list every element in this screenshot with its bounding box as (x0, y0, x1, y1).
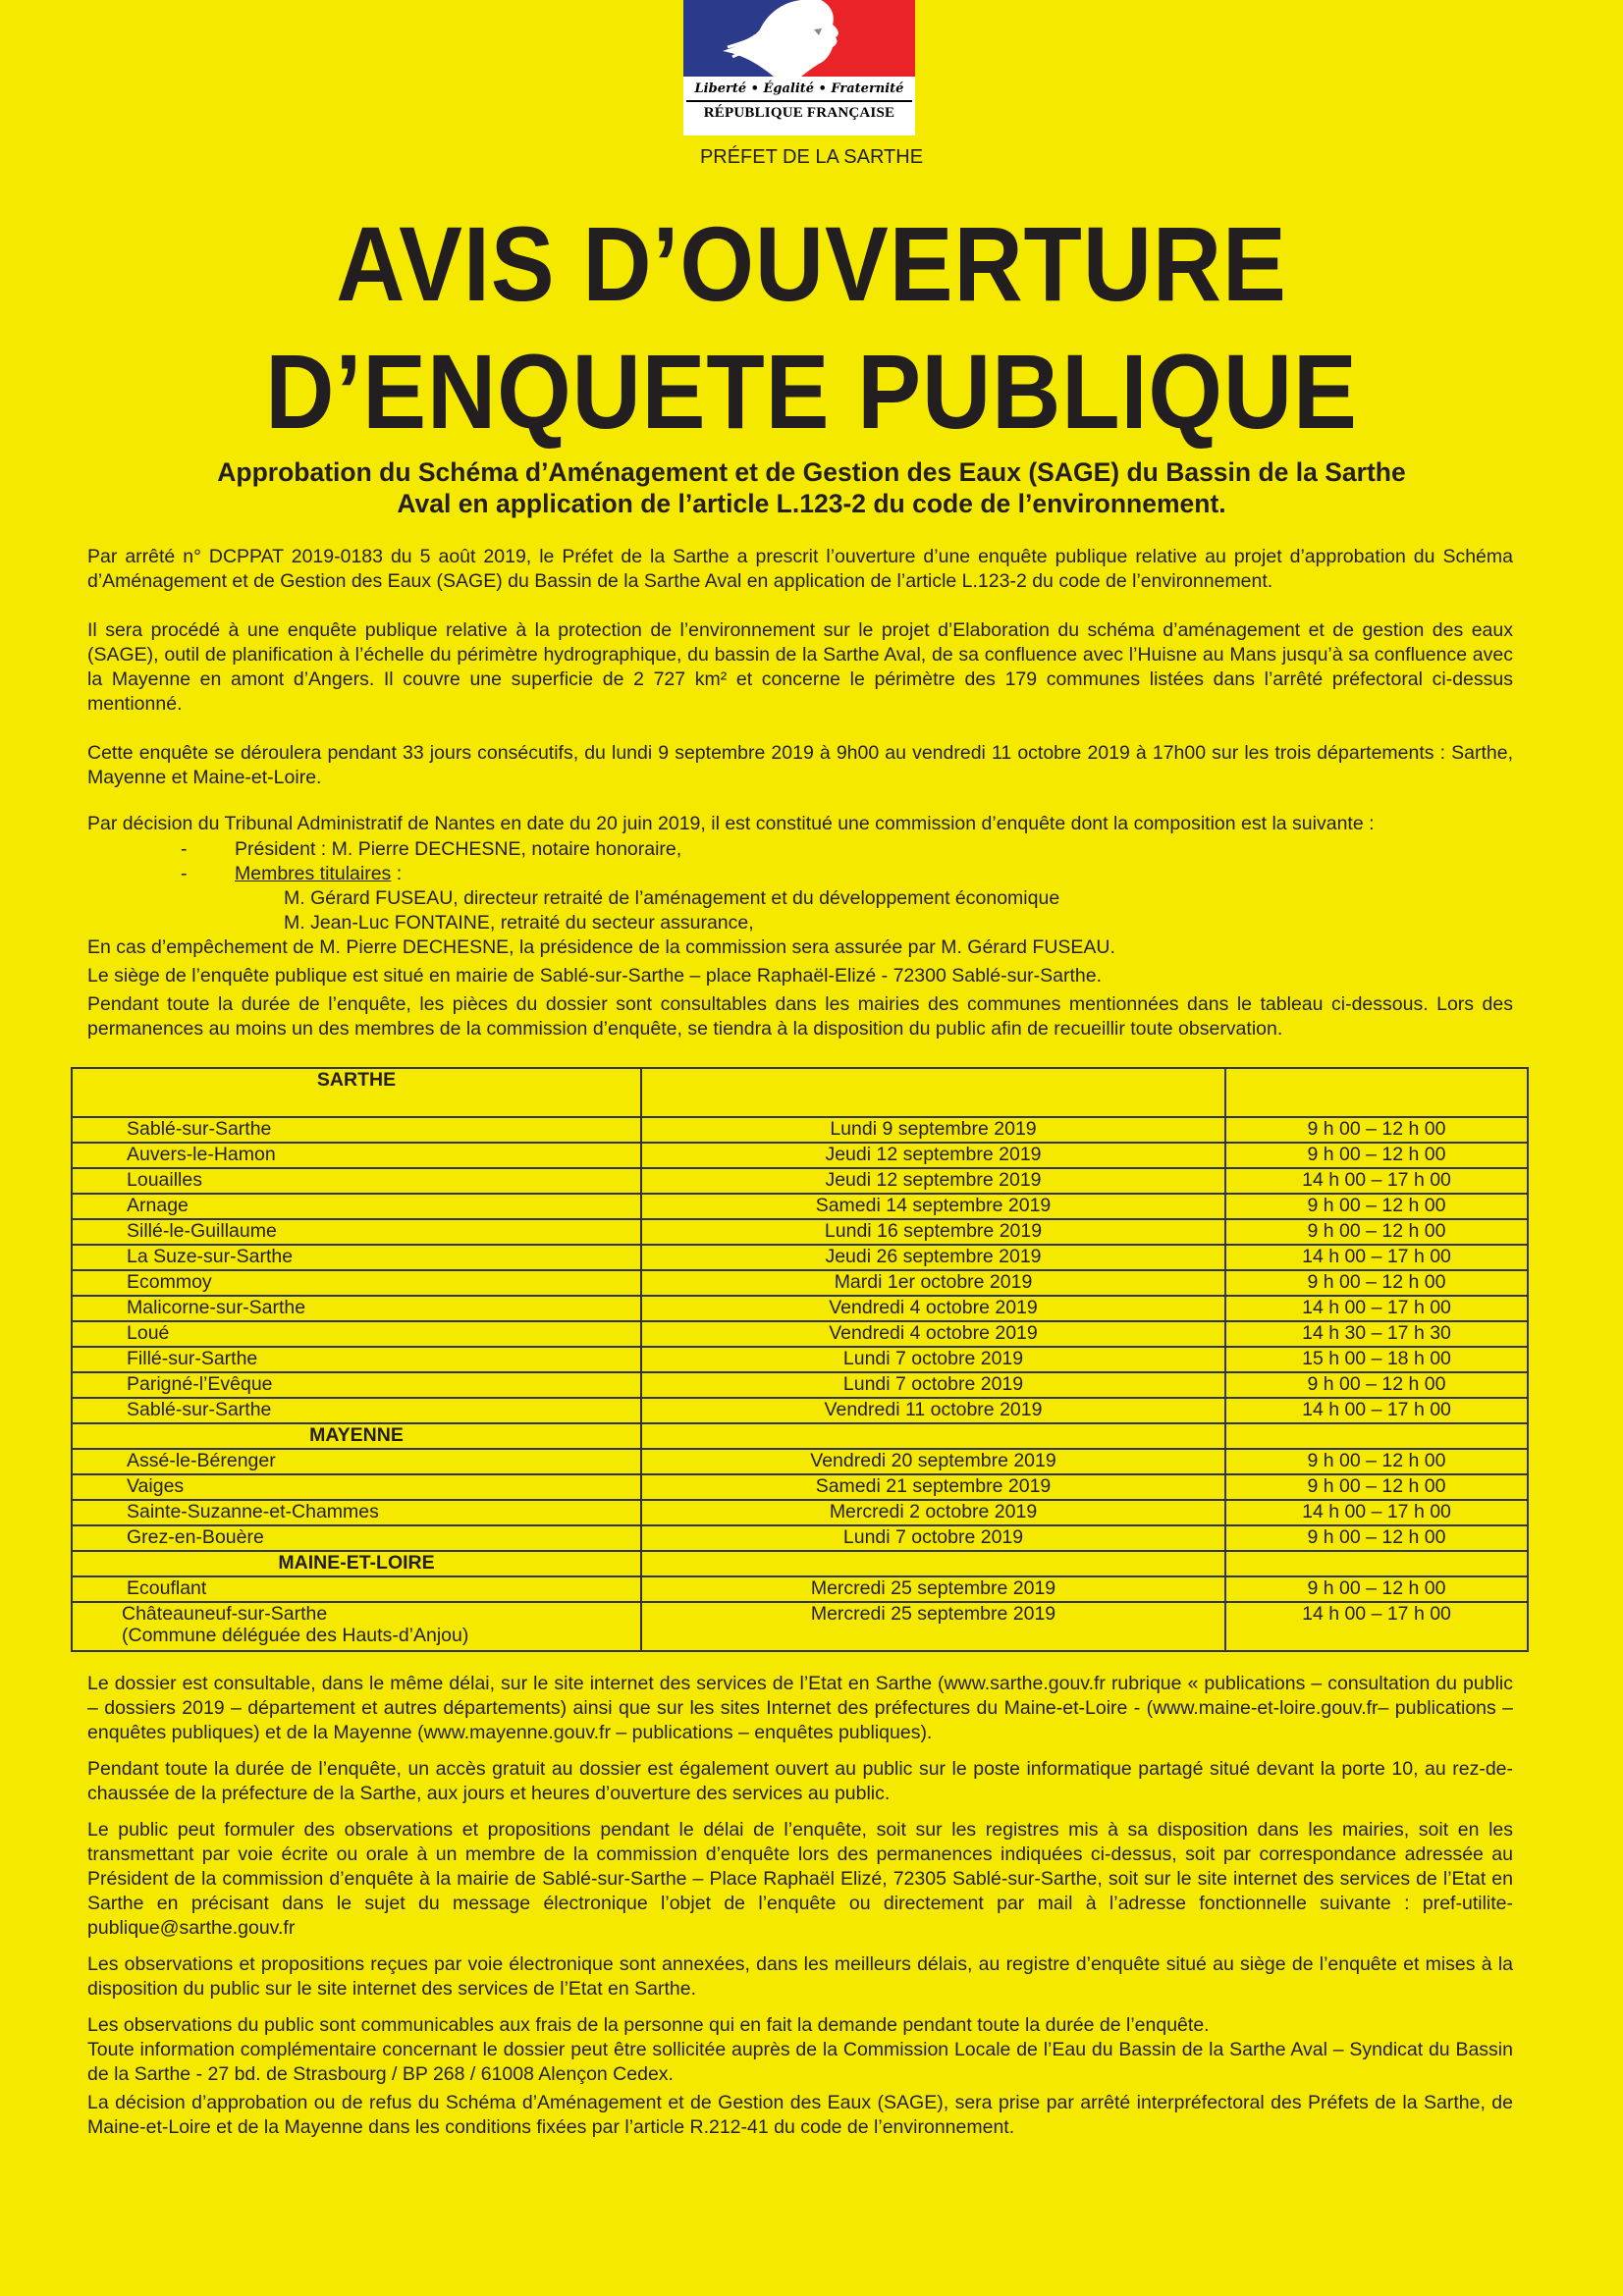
subtitle-line1: Approbation du Schéma d’Aménagement et de Gestion des Eaux (SAGE) du Bassin de la Sarthe (217, 457, 1406, 487)
paragraph-objet: Il sera procédé à une enquête publique relative à la protection de l’environnement sur le projet d’Elaboration du schéma d’aménagement et de gestion des eaux (SAGE), outil de planification à l’échelle du périmètre hydrographique, du bassin de la Sarthe Aval, de sa confluence avec l’Huisne au Mans jusqu’à sa confluence avec la Mayenne en amont d’Angers. Il couvre une superficie de 2 727 km² et concerne le périmètre des 179 communes listées dans l’arrêté préfectoral ci-dessus mentionné. (87, 619, 1513, 715)
closing-section (87, 1672, 1513, 2140)
table-row: Sablé-sur-Sarthe Vendredi 11 octobre 2019 14 h 00 – 17 h 00 (72, 1398, 1528, 1423)
bullet: - (181, 838, 188, 860)
table-row: Auvers-le-Hamon Jeudi 12 septembre 2019 9 h 00 – 12 h 00 (72, 1143, 1528, 1168)
paragraph-decision: La décision d’approbation ou de refus du Schéma d’Aménagement et de Gestion des Eaux (SAGE), sera prise par arrêté interpréfectoral des Préfets de la Sarthe, de Maine-et-Loire et de la Mayenne dans les conditions fixées par l’article R.212-41 du code de l’environnement. (87, 2092, 1513, 2138)
members-label: Membres titulaires (235, 863, 392, 884)
paragraph-arrete: Par arrêté n° DCPPAT 2019-0183 du 5 août 2019, le Préfet de la Sarthe a prescrit l’ouverture d’une enquête publique relative au projet d’approbation du Schéma d’Aménagement et de Gestion des Eaux (SAGE) du Bassin de la Sarthe Aval en application de l’article L.123-2 du code de l’environnement. (87, 546, 1513, 592)
issuer: PRÉFET DE LA SARTHE (699, 146, 924, 168)
paragraph-free-access: Pendant toute la durée de l’enquête, un accès gratuit au dossier est également ouvert au public sur le poste informatique partagé situé devant la porte 10, au rez-de-chaussée de la préfecture de la Sarthe, aux jours et heures d’ouverture des services au public. (87, 1758, 1513, 1804)
subtitle-line2: Aval en application de l’article L.123-2 du code de l’environnement. (397, 489, 1226, 518)
subtitle (69, 456, 1554, 519)
dept-header-maine-et-loire: MAINE-ET-LOIRE (72, 1551, 1528, 1576)
marianne-logo (683, 0, 915, 135)
table-row: Ecommoy Mardi 1er octobre 2019 9 h 00 – 12 h 00 (72, 1270, 1528, 1296)
intro-section (87, 545, 1513, 1041)
member-fontaine: M. Jean-Luc FONTAINE, retraité du secteur assurance, (284, 912, 754, 934)
paragraph-online: Le dossier est consultable, dans le même délai, sur le site internet des services de l’Etat en Sarthe (www.sarthe.gouv.fr rubrique « publications – consultation du public – dossiers 2019 – département et autres départements) ainsi que sur les sites Internet des préfectures du Maine-et-Loire - (www.maine-et-loire.gouv.fr– publications – enquêtes publiques) et de la Mayenne (www.mayenne.gouv.fr – publications – enquêtes publiques). (87, 1673, 1513, 1743)
republic-label: RÉPUBLIQUE FRANÇAISE (703, 105, 895, 121)
member-fuseau: M. Gérard FUSEAU, directeur retraité de l’aménagement et du développement économique (284, 887, 1060, 909)
dept-header-mayenne: MAYENNE (72, 1423, 1528, 1449)
page-title-line1: AVIS D’OUVERTURE (336, 204, 1287, 323)
paragraph-duree: Cette enquête se déroulera pendant 33 jours consécutifs, du lundi 9 septembre 2019 à 9h00 au vendredi 11 octobre 2019 à 17h00 sur les trois départements : Sarthe, Mayenne et Maine-et-Loire. (87, 742, 1513, 788)
paragraph-communicable: Les observations du public sont communicables aux frais de la personne qui en fait la demande pendant toute la durée de l’enquête. (87, 2014, 1210, 2036)
table-row: Sillé-le-Guillaume Lundi 16 septembre 2019 9 h 00 – 12 h 00 (72, 1219, 1528, 1245)
table-row: Sainte-Suzanne-et-Chammes Mercredi 2 octobre 2019 14 h 00 – 17 h 00 (72, 1500, 1528, 1525)
permanences-table (71, 1067, 1529, 1652)
divider (686, 100, 912, 102)
table-row: Fillé-sur-Sarthe Lundi 7 octobre 2019 15 h 00 – 18 h 00 (72, 1347, 1528, 1372)
table-row: Louailles Jeudi 12 septembre 2019 14 h 00 – 17 h 00 (72, 1168, 1528, 1194)
list-item-members: - Membres titulaires : (181, 863, 403, 884)
table-row: La Suze-sur-Sarthe Jeudi 26 septembre 2019 14 h 00 – 17 h 00 (72, 1245, 1528, 1270)
table-row: Sablé-sur-Sarthe Lundi 9 septembre 2019 9 h 00 – 12 h 00 (72, 1117, 1528, 1143)
list-item-president: - Président : M. Pierre DECHESNE, notaire honoraire, (181, 838, 682, 860)
table-row: Ecouflant Mercredi 25 septembre 2019 9 h 00 – 12 h 00 (72, 1576, 1528, 1602)
paragraph-electronic: Les observations et propositions reçues par voie électronique sont annexées, dans les meilleurs délais, au registre d’enquête situé au siège de l’enquête et mises à la disposition du public sur le site internet des services de l’Etat en Sarthe. (87, 1953, 1513, 2000)
table-row: Châteauneuf-sur-Sarthe (Commune déléguée des Hauts-d’Anjou) Mercredi 25 septembre 2019 14 h 00 – 17 h 00 (72, 1602, 1528, 1651)
tricolor-flag-icon (683, 0, 915, 77)
paragraph-observations: Le public peut formuler des observations et propositions pendant le délai de l’enquête, soit sur les registres mis à sa disposition dans les mairies, soit en les transmettant par voie écrite ou orale à un membre de la commission d’enquête lors des permanences indiquées ci-dessus, soit par correspondance adressée au Président de la commission d’enquête à la mairie de Sablé-sur-Sarthe – Place Raphaël Elizé, 72305 Sablé-sur-Sarthe, soit sur le site internet des services de l’Etat en Sarthe en précisant dans le sujet du message électronique l’objet de l’enquête ou directement par mail à l’adresse fonctionnelle suivante : pref-utilite-publique@sarthe.gouv.fr (87, 1819, 1513, 1939)
paragraph-replacement: En cas d’empêchement de M. Pierre DECHESNE, la présidence de la commission sera assurée par M. Gérard FUSEAU. (87, 936, 1115, 958)
table-row: Parigné-l’Evêque Lundi 7 octobre 2019 9 h 00 – 12 h 00 (72, 1372, 1528, 1398)
table-row: Vaiges Samedi 21 septembre 2019 9 h 00 – 12 h 00 (72, 1474, 1528, 1500)
bullet: - (181, 863, 188, 884)
page-title-line2: D’ENQUETE PUBLIQUE (265, 332, 1358, 451)
table-row: Assé-le-Bérenger Vendredi 20 septembre 2019 9 h 00 – 12 h 00 (72, 1449, 1528, 1474)
paragraph-seat: Le siège de l’enquête publique est situé en mairie de Sablé-sur-Sarthe – place Raphaël-Elizé - 72300 Sablé-sur-Sarthe. (87, 965, 1103, 987)
dept-header-sarthe: SARTHE (72, 1068, 1528, 1117)
paragraph-information: Toute information complémentaire concernant le dossier peut être sollicitée auprès de la Commission Locale de l’Eau du Bassin de la Sarthe Aval – Syndicat du Bassin de la Sarthe - 27 bd. de Strasbourg / BP 268 / 61008 Alençon Cedex. (87, 2039, 1513, 2085)
table-row: Malicorne-sur-Sarthe Vendredi 4 octobre 2019 14 h 00 – 17 h 00 (72, 1296, 1528, 1321)
table-row: Arnage Samedi 14 septembre 2019 9 h 00 – 12 h 00 (72, 1194, 1528, 1219)
paragraph-consult: Pendant toute la durée de l’enquête, les pièces du dossier sont consultables dans les mairies des communes mentionnées dans le tableau ci-dessous. Lors des permanences au moins un des membres de la commission d’enquête, se tiendra à la disposition du public afin de recueillir toute observation. (87, 993, 1513, 1040)
motto: Liberté • Égalité • Fraternité (694, 81, 904, 96)
table-row: Loué Vendredi 4 octobre 2019 14 h 30 – 17 h 30 (72, 1321, 1528, 1347)
paragraph-commission: Par décision du Tribunal Administratif de Nantes en date du 20 juin 2019, il est constitué une commission d’enquête dont la composition est la suivante : (87, 813, 1375, 834)
table-row: Grez-en-Bouère Lundi 7 octobre 2019 9 h 00 – 12 h 00 (72, 1525, 1528, 1551)
marianne-profile-icon (683, 0, 915, 77)
